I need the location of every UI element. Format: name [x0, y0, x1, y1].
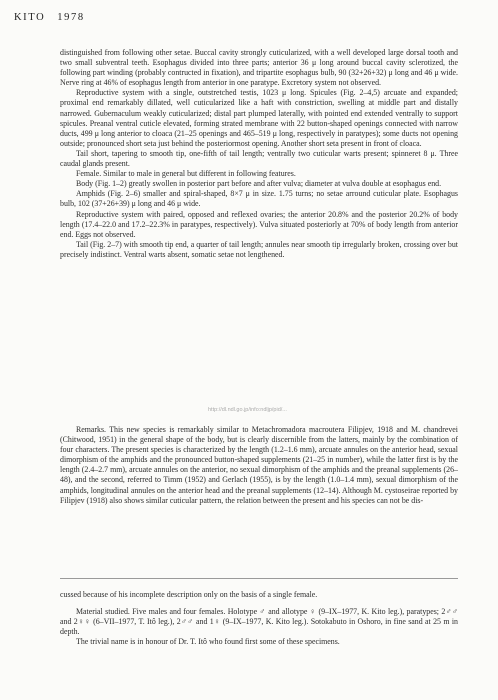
- paragraph-male-reproductive: Reproductive system with a single, outstretched testis, 1023 μ long. Spicules (Fig. 2–4,5) arcuate and expanded; proximal end remarkably dillated, well cuticularized like a haft with constriction, swelling at middle part and distally narrowed. Gubernaculum weakly cuticularized; distal part plumped laterally, with pointed end extended ventrally to support spicules. Preanal ventral cuticle elevated, forming strated membrane with 22 button-shaped openings connected with narrow ducts, 499 μ long anterior to cloaca (21–25 openings and 465–519 μ long, respectively in paratypes); some ducts not opening outside; pronounced short seta just behind the posteriormost opening. Another short seta present in front of cloaca.: [60, 88, 458, 148]
- body-text-bottom: [60, 590, 458, 647]
- paragraph-female-intro: Female. Similar to male in general but different in following features.: [76, 169, 296, 179]
- section-divider: [60, 578, 458, 579]
- paragraph-female-body: Body (Fig. 1–2) greatly swollen in posterior part before and after vulva; diameter at vulva double at esophagus end.: [76, 179, 442, 189]
- header-year: 1978: [57, 12, 85, 23]
- paragraph-male-tail: Tail short, tapering to smooth tip, one-fifth of tail length; ventrally two cuticular warts present; spinneret 8 μ. Three caudal glands present.: [60, 148, 458, 169]
- paragraph-trivial-name: The trivial name is in honour of Dr. T. Itô who found first some of these specimens.: [76, 637, 340, 647]
- body-text-top: [60, 48, 458, 260]
- running-header: [14, 12, 97, 23]
- body-text-remarks: [60, 425, 458, 506]
- paragraph-material-studied: Material studied. Five males and four females. Holotype ♂ and allotype ♀ (9–IX–1977, K. Kito leg.), paratypes; 2♂♂ and 2♀♀ (6–VII–1977, T. Itô leg.), 2♂♂ and 1♀ (9–IX–1977, K. Kito leg.). Sotokabuto in Oshoro, in fine sand at 25 m in depth.: [60, 607, 458, 637]
- paragraph-female-amphids: Amphids (Fig. 2–6) smaller and spiral-shaped, 8×7 μ in size. 1.75 turns; no setae arround cuticular plate. Esophagus bulb, 102 (37+26+39) μ long and 46 μ wide.: [60, 189, 458, 209]
- paragraph-buccal-cavity: distinguished from following other setae. Buccal cavity strongly cuticularized, with a well developed large dorsal tooth and two small subventral teeth. Esophagus divided into three parts; anterior 36 μ long around buccal cavity sclerotized, the following part winding (probably contructed in fixation), and tripartite esophagus bulb, 90 (32+26+32) μ long and 46 μ wide. Nerve ring at 46% of esophagus length from anterior in one paratype. Excretory system not observed.: [60, 48, 458, 88]
- header-author: KITO: [14, 12, 46, 23]
- paragraph-remarks: Remarks. This new species is remarkably similar to Metachromadora macroutera Filipjev, 1918 and M. chandrevei (Chitwood, 1951) in the general shape of the body, but is clearly discernible from the latters, mainly by the combination of four characters. The present species is characterized by the length (1.2–1.6 mm), arcuate annules on the anterior head, sexual dimorphism of the amphids and the pronounced button-shaped supplements (21–25 in number), while the latter first is by the length (2.4–2.7 mm), arcuate annules on the anterior, no sexual dimorphism of the amphids and the preanal supplements (26–48), and the second, referred to Timm (1952) and Gerlach (1955), is by the length (1.0–1.4 mm), sexual dimorphism of the amphids, longitudinal annules on the anterior head and the preanal supplements (12–14). Although M. cystoseirae reported by Filipjev (1918) also shows similar cuticular pattern, the relation between the present and his species can not be dis-: [60, 425, 458, 505]
- paragraph-remarks-continued: cussed because of his incomplete description only on the basis of a single female.: [60, 590, 318, 599]
- paragraph-female-tail: Tail (Fig. 2–7) with smooth tip end, a quarter of tail length; annules near smooth tip irregularly broken, crossing over but precisely indistinct. Ventral warts absent, somatic setae not lengthened.: [60, 239, 458, 259]
- paragraph-female-reproductive: Reproductive system with paired, opposed and reflexed ovaries; the anterior 20.8% and the posterior 20.2% of body length (17.4–22.0 and 17.2–22.3% in paratypes, respectively). Vulva situated posteriorly at 70% of body length from anterior end. Eggs not observed.: [60, 209, 458, 239]
- watermark-url: http://dl.ndl.go.jp/info:ndljp/pid/...: [208, 407, 287, 413]
